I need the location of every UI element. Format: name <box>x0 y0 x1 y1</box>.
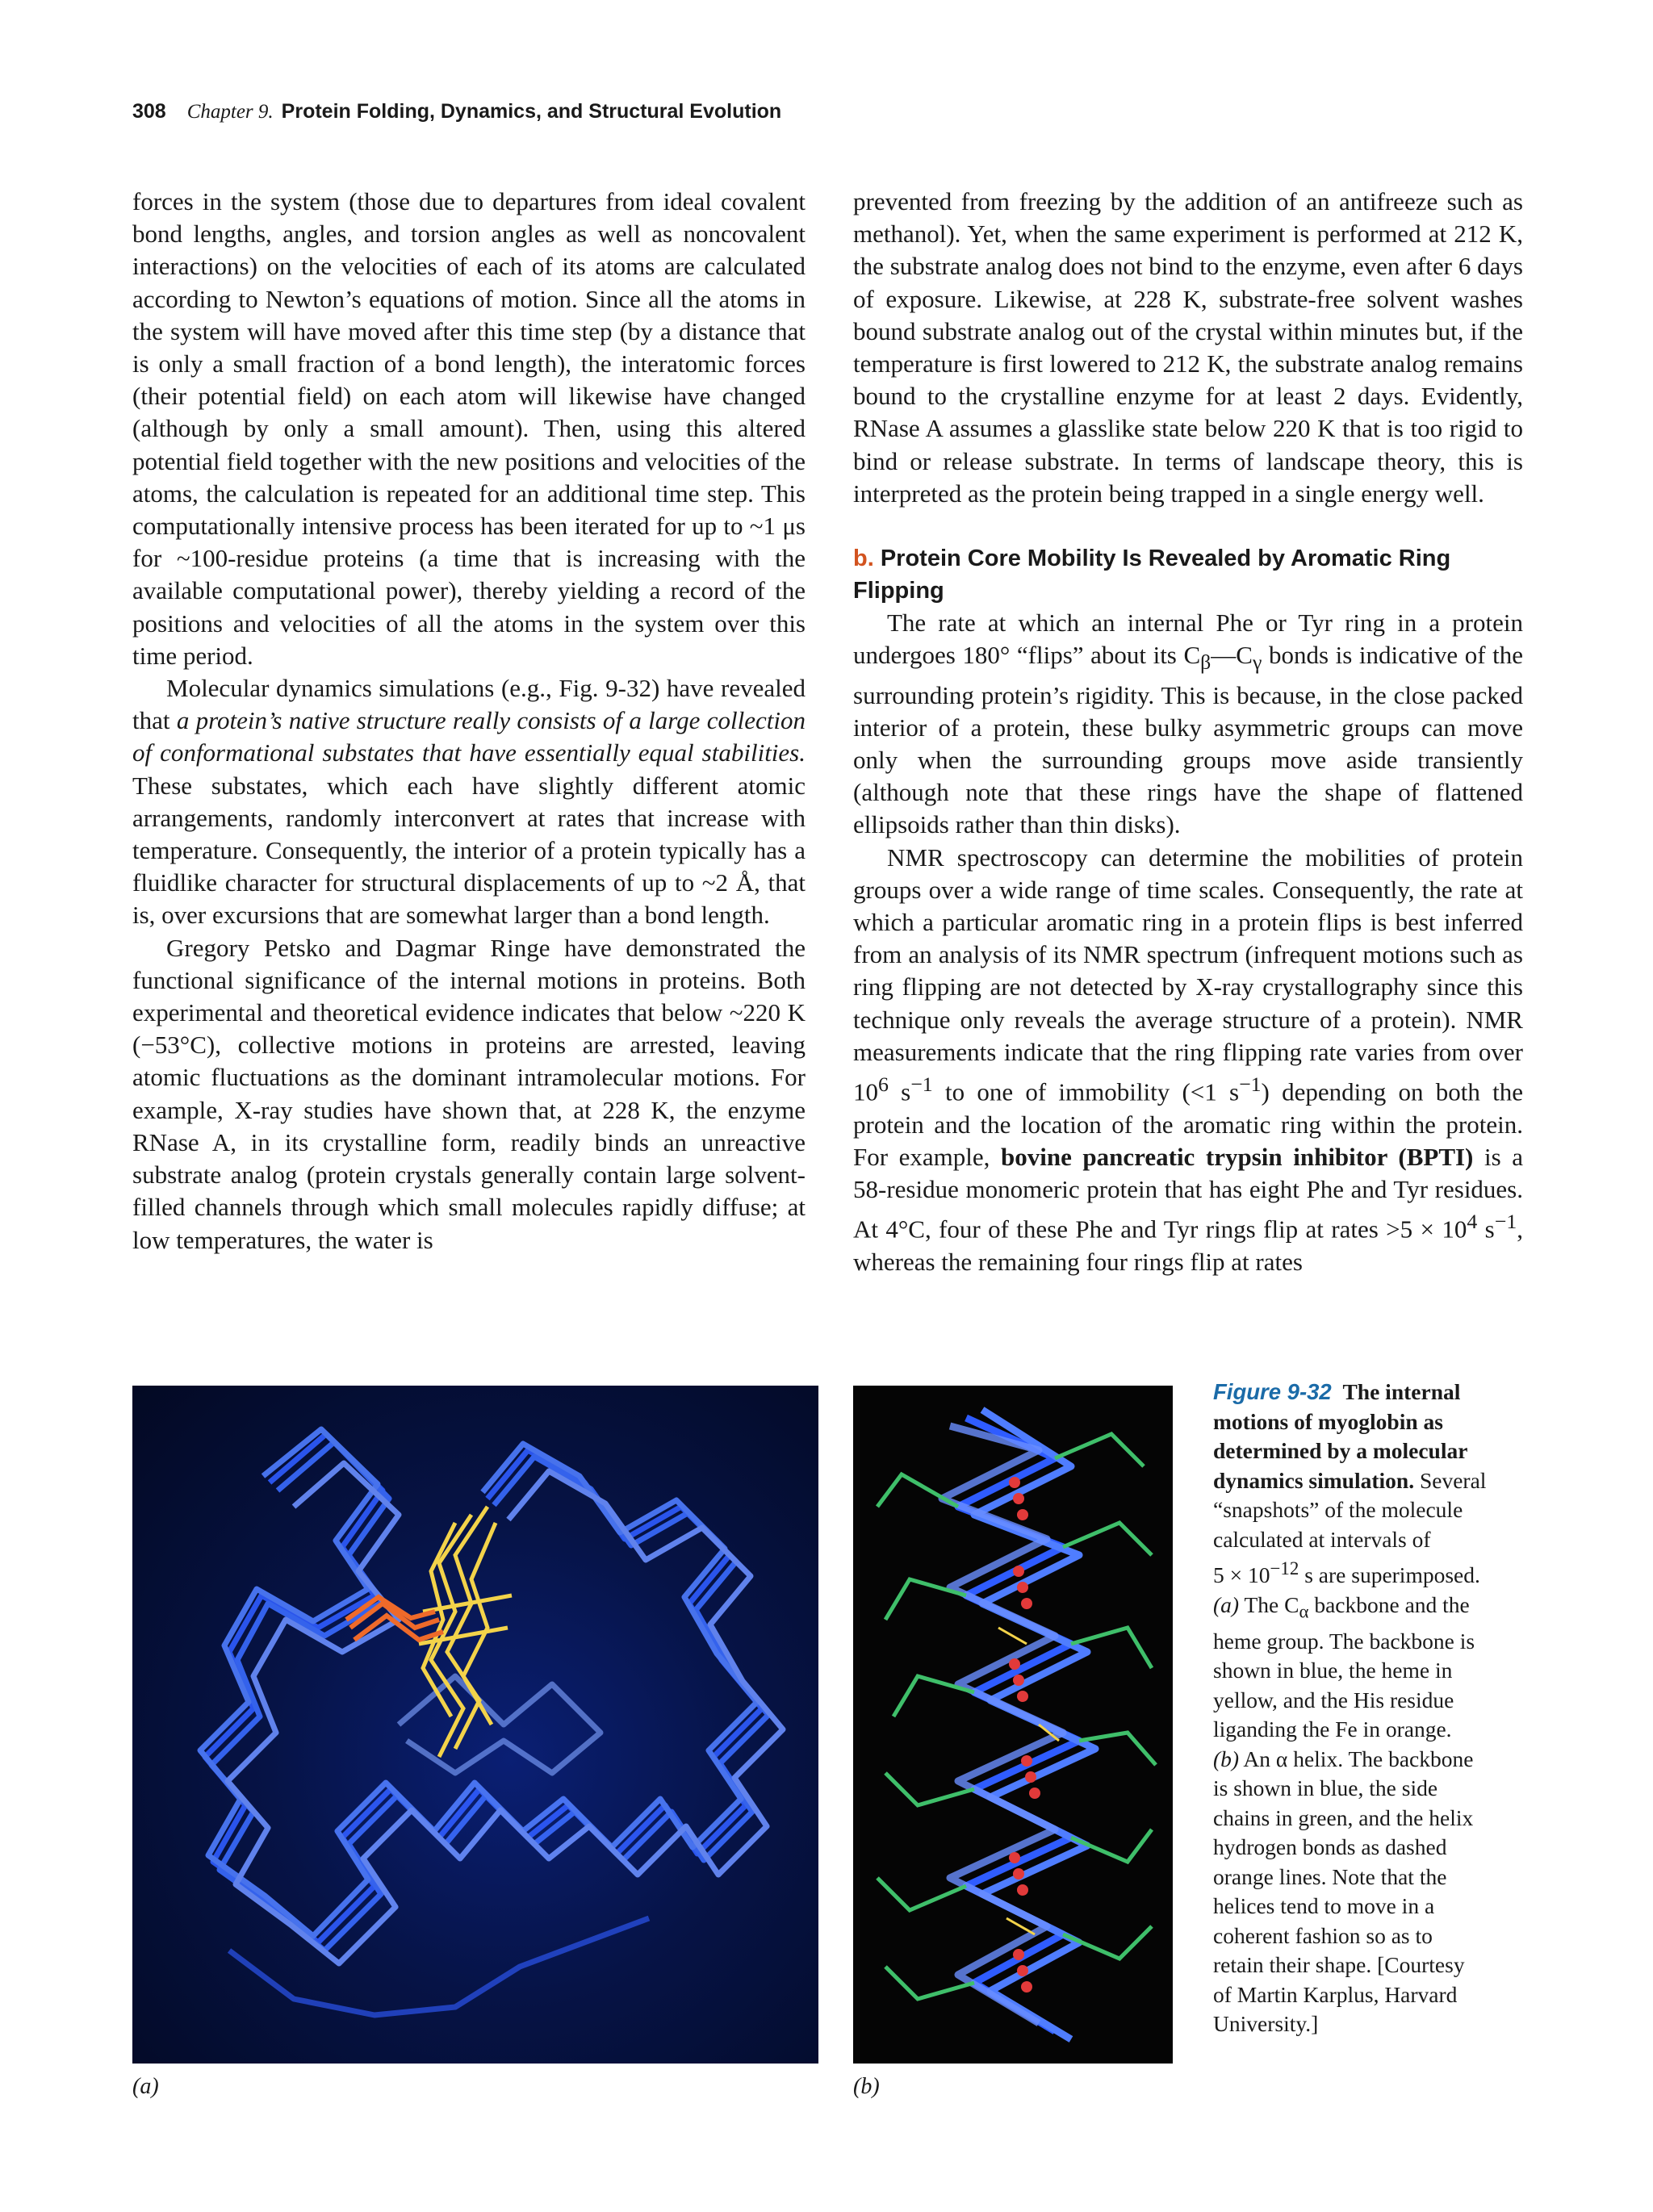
caption-line: chains in green, and the helix <box>1213 1804 1474 1830</box>
caption-interval-sup: −12 <box>1270 1558 1299 1579</box>
figure-panel-a-myoglobin <box>132 1386 818 2064</box>
page-number: 308 <box>132 100 166 123</box>
rp3-a: NMR spectroscopy can determine the mobilities of protein groups over a wide range of time scales. Consequently, the rate at which a particular aromatic ring in a protein flips is best inferred from an analysis of its NMR spectrum (infrequent motions such as ring flipping are not detected by X-ray crystallography since this technique only reveals the average structure of a protein). NMR measurements indicate that the ring flipping rate varies from over 10 <box>853 843 1523 1106</box>
caption-line: is shown in blue, the side <box>1213 1775 1438 1801</box>
right-paragraph-1: prevented from freezing by the addition of an antifreeze such as methanol). Yet, when the same experiment is performed at 212 K, the substrate analog does not bind to the enzyme, even after 6 days of exposure. Likewise, at 228 K, substrate-free solvent washes bound substrate analog out of the crystal within minutes but, if the temperature is first lowered to 212 K, the substrate analog remains bound to the crystalline enzyme for at least 2 days. Evidently, RNase A assumes a glasslike state below 220 K that is too rigid to bind or release substrate. In terms of landscape theory, this is interpreted as the protein being trapped in a single energy well. <box>853 187 1523 508</box>
rp2-a: The rate at which an internal Phe or Tyr ring in a protein undergoes 180° “flips” about its C <box>853 608 1523 670</box>
figure-panel-b-alpha-helix <box>853 1386 1173 2064</box>
subheading-text: Protein Core Mobility Is Revealed by Aromatic Ring Flipping <box>853 546 1451 604</box>
caption-line: helices tend to move in a <box>1213 1893 1435 1919</box>
caption-line: University.] <box>1213 2011 1319 2037</box>
caption-line: hydrogen bonds as dashed <box>1213 1834 1447 1860</box>
myoglobin-backbone-image <box>132 1386 818 2064</box>
caption-title-2: motions of myoglobin as <box>1213 1408 1443 1434</box>
caption-title-4: dynamics simulation. <box>1213 1467 1415 1493</box>
left-p2-emphasis: a protein’s native structure really consists of a large collection of conformational substates that have essentially equal stabilities. <box>132 706 806 767</box>
caption-line: orange lines. Note that the <box>1213 1863 1447 1889</box>
alpha-helix-image <box>853 1386 1173 2064</box>
caption-line: liganding the Fe in orange. <box>1213 1716 1452 1742</box>
caption-interval-b: s are superimposed. <box>1299 1562 1480 1588</box>
figure-caption <box>1213 1378 1512 2039</box>
left-paragraph-1: forces in the system (those due to departures from ideal covalent bond lengths, angles, and torsion angles as well as noncovalent interactions) on the velocities of each of its atoms are calculated according to Newton’s equations of motion. Since all the atoms in the system will have moved after this time step (by a distance that is only a small fraction of a bond length), the interatomic forces (their potential field) on each atom will likewise have changed (although by only a small amount). Then, using this altered potential field together with the new positions and velocities of the atoms, the calculation is repeated for an additional time step. This computationally intensive process has been iterated for up to ~1 μs for ~100-residue proteins (a time that is increasing with the available computational power), thereby yielding a record of the positions and velocities of all the atoms in the system over this time period. <box>132 187 806 670</box>
caption-a-label: (a) <box>1213 1591 1240 1617</box>
figure-label-a: (a) <box>132 2074 159 2099</box>
caption-a-sub: α <box>1299 1601 1309 1622</box>
rp3-e: is a 58-residue monomeric protein that has eight Phe and Tyr residues. At 4°C, four of these Phe and Tyr rings flip at rates >5 × 10 <box>853 1142 1523 1244</box>
caption-first-tail: Several <box>1414 1467 1487 1493</box>
caption-line: “snapshots” of the molecule <box>1213 1497 1463 1522</box>
left-p2-end: These substates, which each have slightly different atomic arrangements, randomly interconvert at rates that increase with temperature. Consequently, the interior of a protein typically has a fluidlike character for structural displacements of up to ~2 Å, that is, over excursions that are somewhat larger than a bond length. <box>132 771 806 930</box>
caption-line: coherent fashion so as to <box>1213 1922 1433 1948</box>
rp3-d: ) depending on both the protein and the location of the aromatic ring within the protein. For example, <box>853 1077 1523 1171</box>
caption-a-line <box>1213 1591 1512 1627</box>
left-column <box>132 186 806 1257</box>
caption-line: calculated at intervals of <box>1213 1526 1431 1552</box>
rp2-sub-gamma: γ <box>1252 650 1262 675</box>
caption-line: yellow, and the His residue <box>1213 1687 1454 1712</box>
right-paragraph-2 <box>853 607 1523 842</box>
rp3-f: s <box>1477 1215 1495 1244</box>
caption-line: retain their shape. [Courtesy <box>1213 1952 1465 1978</box>
caption-b-label: (b) <box>1213 1746 1240 1771</box>
figure-label-b: (b) <box>853 2074 880 2099</box>
caption-line-4 <box>1213 1466 1512 1496</box>
rp3-bold-term: bovine pancreatic trypsin inhibitor (BPTI) <box>1000 1142 1474 1171</box>
caption-line: shown in blue, the heme in <box>1213 1658 1453 1683</box>
caption-a-text2: backbone and the <box>1308 1591 1470 1617</box>
rp3-c: to one of immobility (<1 s <box>932 1077 1240 1106</box>
caption-interval-line <box>1213 1554 1512 1591</box>
caption-line: of Martin Karplus, Harvard <box>1213 1981 1458 2007</box>
caption-line-1 <box>1213 1378 1512 1407</box>
figure-number: Figure 9-32 <box>1213 1379 1332 1404</box>
subheading-letter: b. <box>853 546 874 572</box>
right-paragraph-3 <box>853 842 1523 1278</box>
chapter-label: Chapter 9. <box>186 101 274 123</box>
left-p2-start: Molecular dynamics simulations (e.g., Fig. 9-32) have revealed that <box>132 674 806 735</box>
caption-line: heme group. The backbone is <box>1213 1628 1475 1654</box>
left-paragraph-3: Gregory Petsko and Dagmar Ringe have demonstrated the functional significance of the internal motions in proteins. Both experimental and theoretical evidence indicates that below ~220 K (−53°C), collective motions in proteins are arrested, leaving atomic fluctuations as the dominant intramolecular motions. For example, X-ray studies have shown that, at 228 K, the enzyme RNase A, in its crystalline form, readily binds an unreactive substrate analog (protein crystals generally contain large solvent-filled channels through which small molecules rapidly diffuse; at low temperatures, the water is <box>132 933 806 1254</box>
caption-title-1: The internal <box>1342 1379 1461 1404</box>
left-paragraph-2 <box>132 672 806 932</box>
rp2-b: —C <box>1211 641 1253 670</box>
rp3-sup5: −1 <box>1494 1210 1517 1234</box>
right-column <box>853 186 1523 1278</box>
caption-title-3: determined by a molecular <box>1213 1438 1468 1463</box>
caption-b-text: An α helix. The backbone <box>1239 1746 1474 1771</box>
running-head <box>132 100 781 123</box>
rp3-g: , whereas the remaining four rings flip at rates <box>853 1215 1523 1276</box>
rp3-sup4: 4 <box>1467 1210 1478 1234</box>
caption-interval-a: 5 × 10 <box>1213 1562 1270 1588</box>
chapter-title: Protein Folding, Dynamics, and Structural Evolution <box>281 100 782 123</box>
caption-b-line <box>1213 1745 1512 1775</box>
rp3-sup2: −1 <box>910 1073 933 1097</box>
rp3-sup1: 6 <box>878 1073 889 1097</box>
rp3-b: s <box>888 1077 911 1106</box>
rp3-sup3: −1 <box>1239 1073 1262 1097</box>
rp2-sub-beta: β <box>1200 650 1212 675</box>
caption-a-text1: The C <box>1239 1591 1299 1617</box>
section-subheading <box>853 542 1523 607</box>
rp2-c: bonds is indicative of the surrounding protein’s rigidity. This is because, in the close packed interior of a protein, these bulky asymmetric groups can move only when the surrounding groups move aside transiently (although note that these rings have the shape of flattened ellipsoids rather than thin disks). <box>853 641 1523 839</box>
